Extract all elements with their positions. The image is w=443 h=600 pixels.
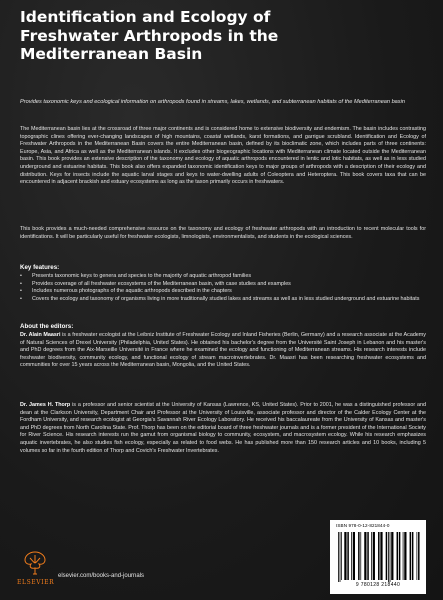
bullet-icon: • [20, 288, 22, 295]
editor-bio-thorp [20, 402, 426, 455]
title-line-1: Identification and Ecology of [20, 8, 271, 26]
elsevier-wordmark: ELSEVIER [17, 579, 55, 586]
barcode-digits: 9 780128 218440 [355, 582, 401, 588]
title-line-3: Mediterranean Basin [20, 45, 203, 64]
isbn-barcode [330, 520, 426, 594]
bullet-icon: • [20, 280, 22, 287]
key-feature-text: Covers the ecology and taxonomy of organisms living in more traditionally studied lakes and streams as well as in less studied underground and estuarine habitats [32, 295, 420, 302]
elsevier-tree-logo-icon [20, 548, 50, 576]
key-feature-text: Provides coverage of all freshwater ecosystems of the Mediterranean basin, with case studies and examples [32, 280, 291, 287]
editor-name: Dr. Alain Maasri [20, 332, 61, 338]
isbn-label: ISBN 978-0-12-821844-0 [336, 523, 390, 528]
bullet-icon: • [20, 273, 22, 279]
description-paragraph-1: The Mediterranean basin lies at the crossroad of three major continents and is considered home to extensive biodiversity and endemism. The basin includes contrasting topographic clines offering ever-changing landscapes of high mountains, coastal wetlands, karst formations, and garrigue scrubland. Identification and Ecology of Freshwater Arthropods in the Mediterranean Basin covers the entire Mediterranean basin, defined by its bioclimatic zone, which includes parts of three continents: Europe, Asia, and Africa as well as the Mediterranean islands. It excludes other biogeographic locations with Mediterranean climate located outside the Mediterranean basin. This book provides an extensive description of the taxonomy and ecology of aquatic arthropods encountered in lentic and lotic habitats, as well as in less studied underground and estuarine habitats. This book also offers expanded taxonomic identification keys to major groups of arthropods with a description of their ecology and distribution. Keys for insects include the aquatic larval stages and keys to water-dwelling adults of Coleoptera and Heteroptera. This book covers taxa that can be encountered in adjacent brackish and estuary ecosystems as long as the taxon primarily occurs in freshwaters. [20, 126, 426, 186]
key-feature-item [20, 296, 426, 304]
key-feature-text: Presents taxonomic keys to genera and species to the majority of aquatic arthropod families [32, 273, 252, 279]
barcode-icon [336, 532, 420, 582]
publisher-url[interactable]: elsevier.com/books-and-journals [58, 573, 145, 579]
tagline: Provides taxonomic keys and ecological information on arthropods found in streams, lakes, wetlands, and subterranean habitats of the Mediterranean basin [20, 99, 405, 105]
key-features-heading: Key features: [20, 264, 60, 271]
key-feature-item [20, 288, 426, 296]
editor-bio-maasri [20, 332, 426, 370]
bullet-icon: • [20, 295, 22, 302]
title-line-2: Freshwater Arthropods in the [20, 26, 279, 45]
key-feature-item [20, 273, 426, 281]
editor-bio-text: is a freshwater ecologist at the Leibniz Institute of Freshwater Ecology and Inland Fisheries (Berlin, Germany) and a research associate at the Academy of Natural Sciences of Drexel University (Philadelphia, United States). He obtained his bachelor's degree from the Université Saint Joseph in Lebanon and his master's and PhD degrees from the Aix-Marseille Université in France where he examined the ecology and functioning of Mediterranean streams. His research interests include freshwater biodiversity, community ecology, and functional ecology of stream macroinvertebrates. Dr. Maasri has been researching freshwater ecosystems and communities for over 15 years across the Mediterranean basin, Mongolia, and the United States. [20, 332, 426, 369]
description-paragraph-2: This book provides a much-needed comprehensive resource on the taxonomy and ecology of freshwater arthropods with an introduction to recent molecular tools for identifications. It will be particularly useful for freshwater ecologists, limnologists, environmentalists, and students in the ecological sciences. [20, 226, 426, 240]
key-feature-item [20, 281, 426, 289]
editor-bio-text: is a professor and senior scientist at the University of Kansas (Lawrence, KS, United States). Prior to 2001, he was a distinguished professor and dean at the Clarkson University, Department Chair and Professor at the University of Louisville, associate professor and director of the Calder Ecology Center at the Fordham University, and research ecologist at Georgia's Savannah River Ecology Laboratory. He received his baccalaureate from the University of Kansas and master's and PhD degrees from North Carolina State. Prof. Thorp has been on the editorial board of three freshwater journals and is a former president of the International Society for River Science. His research interests run the gamut from organismal biology to community, ecosystem, and macrosystem ecology. While his research emphasizes aquatic invertebrates, he also studies fish ecology, especially as related to food webs. He has published more than 150 research articles and 10 books, including 5 volumes so far in the fourth edition of Thorp and Covich's Freshwater Invertebrates. [20, 402, 426, 454]
book-title [20, 8, 430, 64]
editor-name: Dr. James H. Thorp [20, 402, 71, 408]
key-feature-text: Includes numerous photographs of the aquatic arthropods described in the chapters [32, 288, 232, 295]
key-features-list [20, 273, 426, 303]
editors-heading: About the editors: [20, 323, 74, 330]
